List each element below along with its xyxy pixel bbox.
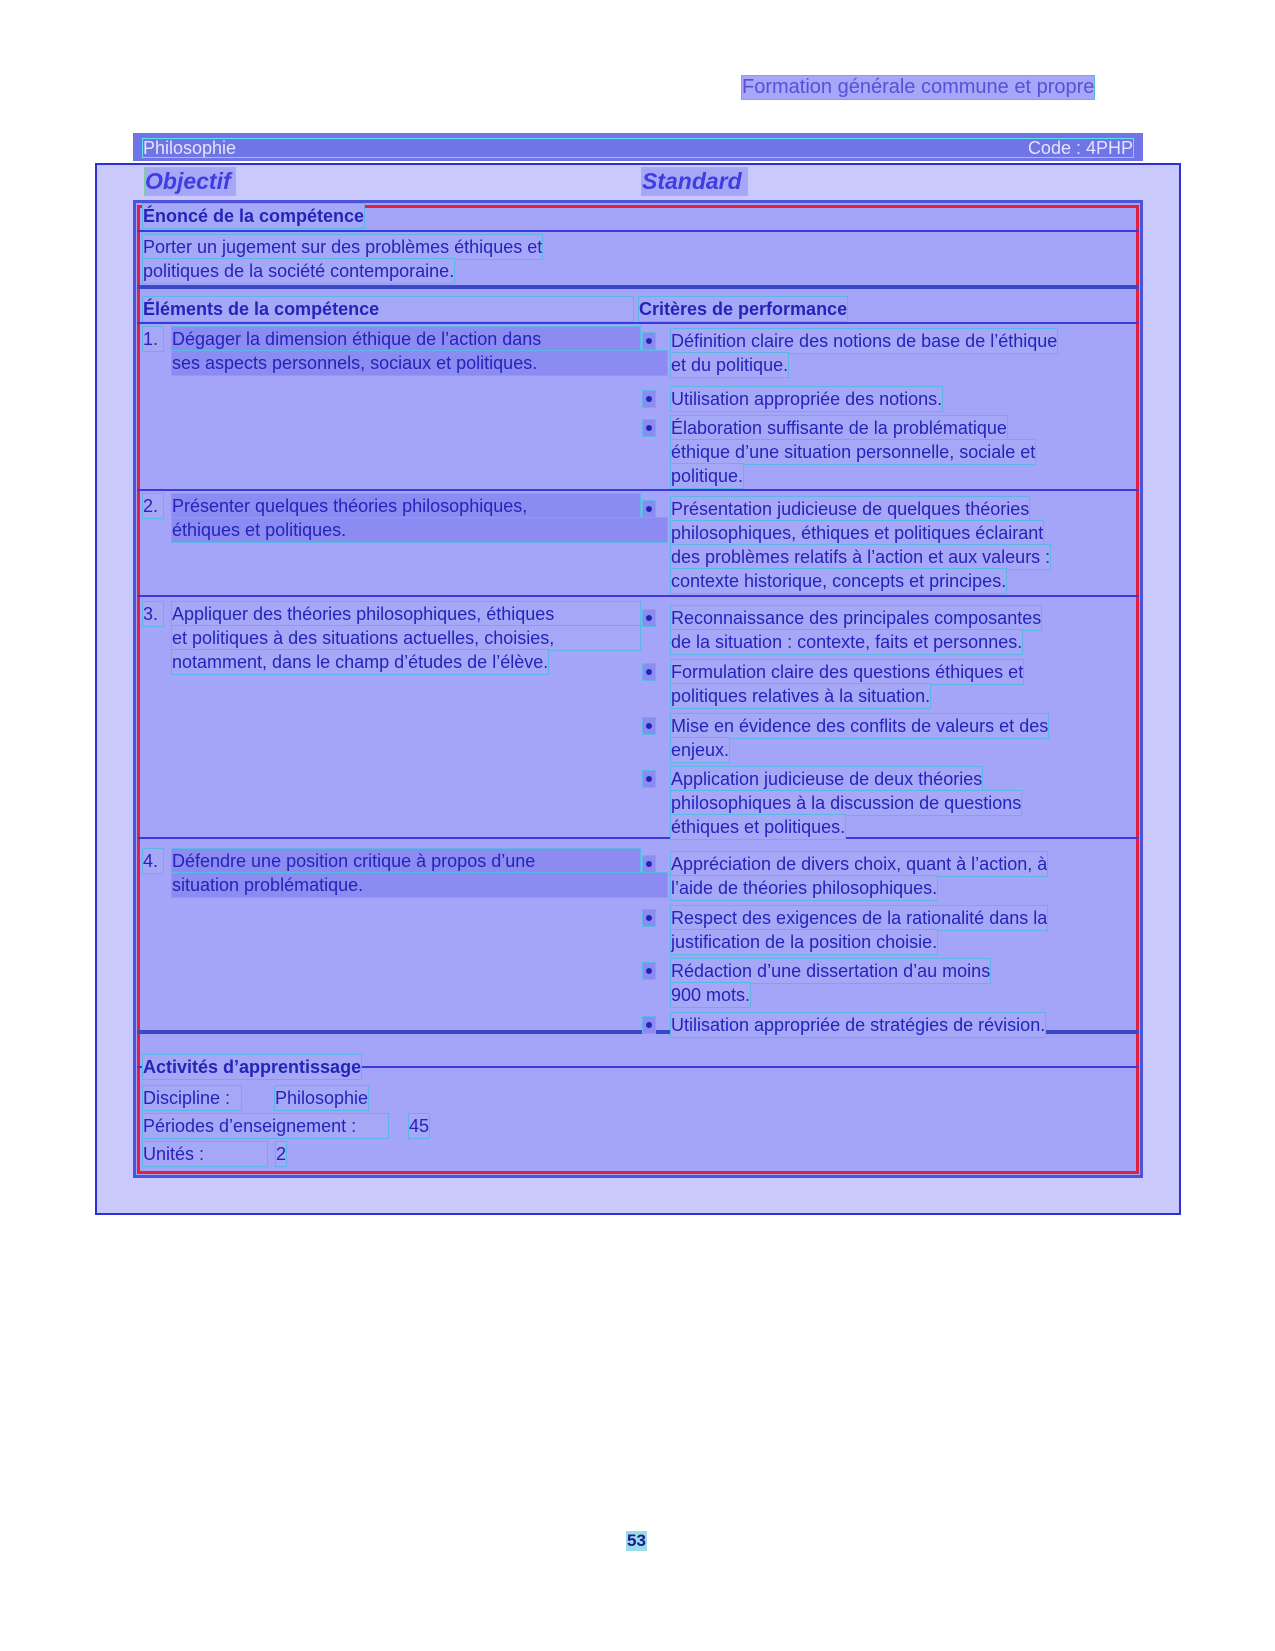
element-line: Appliquer des théories philosophiques, éthiques — [172, 602, 640, 626]
criteria-column-header: Critères de performance — [639, 299, 848, 319]
divider — [137, 230, 1139, 232]
divider — [137, 285, 1139, 289]
criterion-line: justification de la position choisie. — [671, 932, 938, 952]
criterion-line: Appréciation de divers choix, quant à l’action, à — [671, 854, 1048, 874]
criterion-line: Reconnaissance des principales composantes — [671, 608, 1042, 628]
criterion-line: de la situation : contexte, faits et personnes. — [671, 632, 1023, 652]
course-name: Philosophie — [143, 137, 237, 158]
units-label: Unités : — [143, 1142, 267, 1166]
discipline-value: Philosophie — [275, 1088, 369, 1108]
bullet-icon — [643, 420, 655, 436]
competence-line: politiques de la société contemporaine. — [143, 261, 455, 281]
page-number: 53 — [627, 1531, 646, 1550]
competence-heading: Énoncé de la compétence — [143, 206, 365, 226]
discipline-label: Discipline : — [143, 1086, 241, 1110]
criterion-line: Définition claire des notions de base de l’éthique — [671, 331, 1058, 351]
element-number: 2. — [143, 494, 163, 518]
bullet-icon — [643, 910, 655, 926]
criterion-line: Application judicieuse de deux théories — [671, 769, 983, 789]
criterion-line: Utilisation appropriée des notions. — [671, 389, 943, 409]
element-number: 1. — [143, 327, 163, 351]
bullet-icon — [643, 333, 655, 349]
criterion-line: Rédaction d’une dissertation d’au moins — [671, 961, 991, 981]
bullet-icon — [643, 1017, 655, 1033]
element-line: éthiques et politiques. — [172, 518, 667, 542]
bullet-icon — [643, 771, 655, 787]
criterion-line: éthique d’une situation personnelle, sociale et — [671, 442, 1036, 462]
bullet-icon — [643, 963, 655, 979]
objective-heading: Objectif — [145, 168, 235, 195]
element-line: ses aspects personnels, sociaux et politiques. — [172, 351, 667, 375]
criterion-line: politiques relatives à la situation. — [671, 686, 931, 706]
criterion-line: l’aide de théories philosophiques. — [671, 878, 938, 898]
element-line: Présenter quelques théories philosophiques, — [172, 494, 640, 518]
course-code: Code : 4PHP — [1027, 137, 1133, 158]
element-line: situation problématique. — [172, 873, 667, 897]
subheads — [145, 168, 1145, 196]
activities-heading: Activités d’apprentissage — [143, 1057, 362, 1077]
element-line: notamment, dans le champ d’études de l’élève. — [172, 652, 549, 672]
periods-label: Périodes d’enseignement : — [143, 1114, 388, 1138]
divider — [137, 489, 1139, 491]
divider — [137, 595, 1139, 597]
criterion-line: Mise en évidence des conflits de valeurs et des — [671, 716, 1049, 736]
criterion-line: philosophiques, éthiques et politiques éclairant — [671, 523, 1044, 543]
criterion-line: contexte historique, concepts et principes. — [671, 571, 1007, 591]
criterion-line: philosophiques à la discussion de questions — [671, 793, 1022, 813]
criterion-line: Élaboration suffisante de la problématique — [671, 418, 1007, 438]
criterion-line: des problèmes relatifs à l’action et aux valeurs : — [671, 547, 1051, 567]
element-line: Dégager la dimension éthique de l’action dans — [172, 327, 640, 351]
element-line: Défendre une position critique à propos d’une — [172, 849, 640, 873]
criterion-line: Respect des exigences de la rationalité dans la — [671, 908, 1048, 928]
bullet-icon — [643, 718, 655, 734]
criterion-line: enjeux. — [671, 740, 730, 760]
criterion-line: politique. — [671, 466, 744, 486]
standard-heading: Standard — [642, 168, 747, 195]
bullet-icon — [643, 610, 655, 626]
section-header: Formation générale commune et propre — [742, 76, 1095, 98]
criterion-line: Utilisation appropriée de stratégies de révision. — [671, 1015, 1046, 1035]
element-number: 4. — [143, 849, 163, 873]
bullet-icon — [643, 664, 655, 680]
bullet-icon — [643, 391, 655, 407]
competence-line: Porter un jugement sur des problèmes éthiques et — [143, 237, 543, 257]
bullet-icon — [643, 856, 655, 872]
units-value: 2 — [276, 1144, 287, 1164]
criterion-line: 900 mots. — [671, 985, 751, 1005]
divider — [137, 837, 1139, 839]
elements-column-header: Éléments de la compétence — [143, 297, 633, 321]
criterion-line: et du politique. — [671, 355, 789, 375]
bullet-icon — [643, 501, 655, 517]
periods-value: 45 — [409, 1116, 430, 1136]
divider — [137, 322, 1139, 324]
criterion-line: Formulation claire des questions éthiques et — [671, 662, 1024, 682]
criterion-line: Présentation judicieuse de quelques théories — [671, 499, 1030, 519]
criterion-line: éthiques et politiques. — [671, 817, 846, 837]
element-number: 3. — [143, 602, 163, 626]
element-line: et politiques à des situations actuelles, choisies, — [172, 626, 640, 650]
course-title-bar — [133, 133, 1143, 161]
